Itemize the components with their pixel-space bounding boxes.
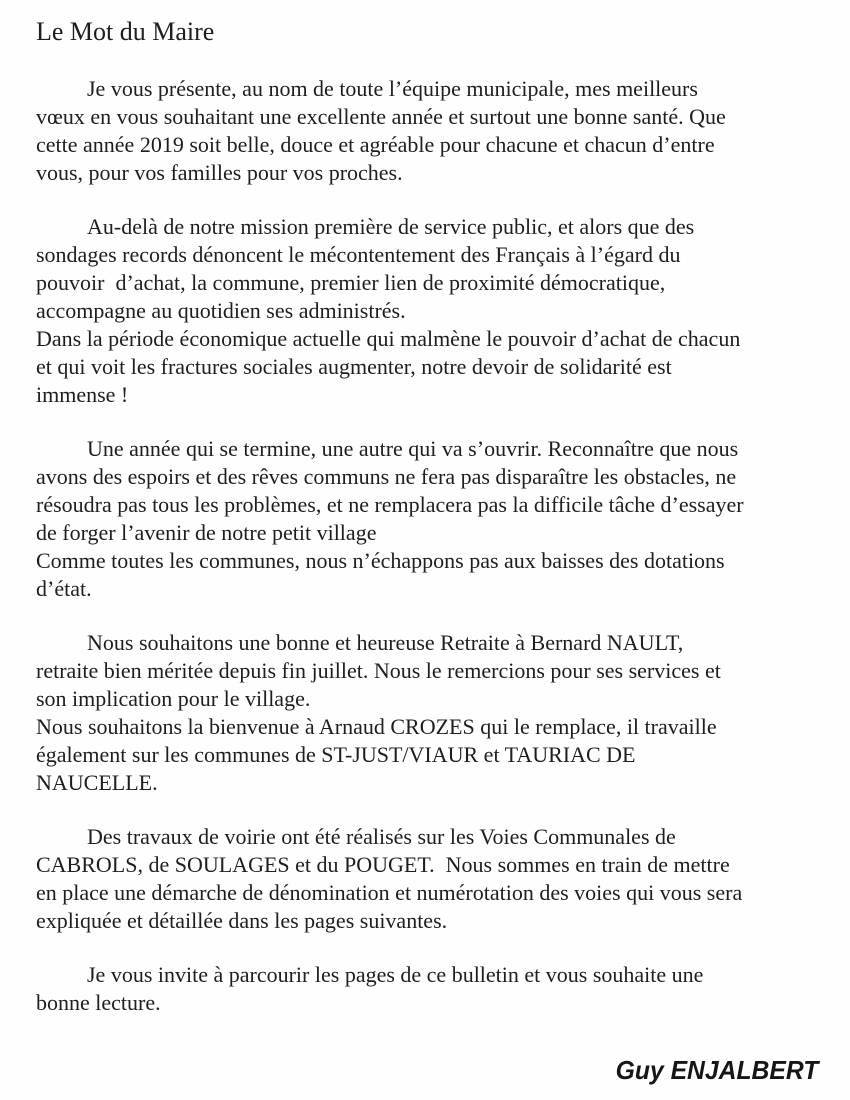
document-title: Le Mot du Maire xyxy=(36,17,215,46)
text-line: également sur les communes de ST-JUST/VIAUR et TAURIAC DE xyxy=(36,742,636,767)
text-line: résoudra pas tous les problèmes, et ne remplacera pas la difficile tâche d’essayer xyxy=(36,492,744,517)
text-line: expliquée et détaillée dans les pages suivantes. xyxy=(36,908,448,933)
text-line: Des travaux de voirie ont été réalisés sur les Voies Communales de xyxy=(87,824,676,849)
paragraph xyxy=(36,629,822,797)
signature-row xyxy=(36,1055,822,1086)
text-line: Je vous présente, au nom de toute l’équipe municipale, mes meilleurs xyxy=(87,76,698,101)
paragraph xyxy=(36,435,822,603)
text-line: Une année qui se termine, une autre qui va s’ouvrir. Reconnaître que nous xyxy=(87,436,739,461)
paragraph xyxy=(36,823,822,935)
text-line: Nous souhaitons la bienvenue à Arnaud CROZES qui le remplace, il travaille xyxy=(36,714,717,739)
text-line: NAUCELLE. xyxy=(36,770,158,795)
text-line: Nous souhaitons une bonne et heureuse Retraite à Bernard NAULT, xyxy=(87,630,684,655)
paragraph xyxy=(36,75,822,187)
text-line: de forger l’avenir de notre petit village xyxy=(36,520,377,545)
text-line: sondages records dénoncent le mécontentement des Français à l’égard du xyxy=(36,242,681,267)
text-line: bonne lecture. xyxy=(36,990,161,1015)
paragraph xyxy=(36,961,822,1017)
text-line: Je vous invite à parcourir les pages de ce bulletin et vous souhaite une xyxy=(87,962,704,987)
text-line: en place une démarche de dénomination et numérotation des voies qui vous sera xyxy=(36,880,743,905)
text-line: cette année 2019 soit belle, douce et agréable pour chacune et chacun d’entre xyxy=(36,132,715,157)
text-line: immense ! xyxy=(36,382,129,407)
text-line: retraite bien méritée depuis fin juillet. Nous le remercions pour ses services et xyxy=(36,658,721,683)
text-line: vœux en vous souhaitant une excellente année et surtout une bonne santé. Que xyxy=(36,104,726,129)
text-line: Au-delà de notre mission première de service public, et alors que des xyxy=(87,214,695,239)
text-line: CABROLS, de SOULAGES et du POUGET. Nous sommes en train de mettre xyxy=(36,852,730,877)
text-line: d’état. xyxy=(36,576,92,601)
text-line: vous, pour vos familles pour vos proches. xyxy=(36,160,403,185)
text-line: accompagne au quotidien ses administrés. xyxy=(36,298,406,323)
text-line: son implication pour le village. xyxy=(36,686,311,711)
text-line: et qui voit les fractures sociales augmenter, notre devoir de solidarité est xyxy=(36,354,672,379)
text-line: pouvoir d’achat, la commune, premier lien de proximité démocratique, xyxy=(36,270,666,295)
text-line: avons des espoirs et des rêves communs ne fera pas disparaître les obstacles, ne xyxy=(36,464,737,489)
document-body xyxy=(36,75,822,1017)
text-line: Dans la période économique actuelle qui malmène le pouvoir d’achat de chacun xyxy=(36,326,741,351)
signature-name: Guy ENJALBERT xyxy=(615,1055,818,1085)
paragraph xyxy=(36,213,822,409)
text-line: Comme toutes les communes, nous n’échappons pas aux baisses des dotations xyxy=(36,548,725,573)
